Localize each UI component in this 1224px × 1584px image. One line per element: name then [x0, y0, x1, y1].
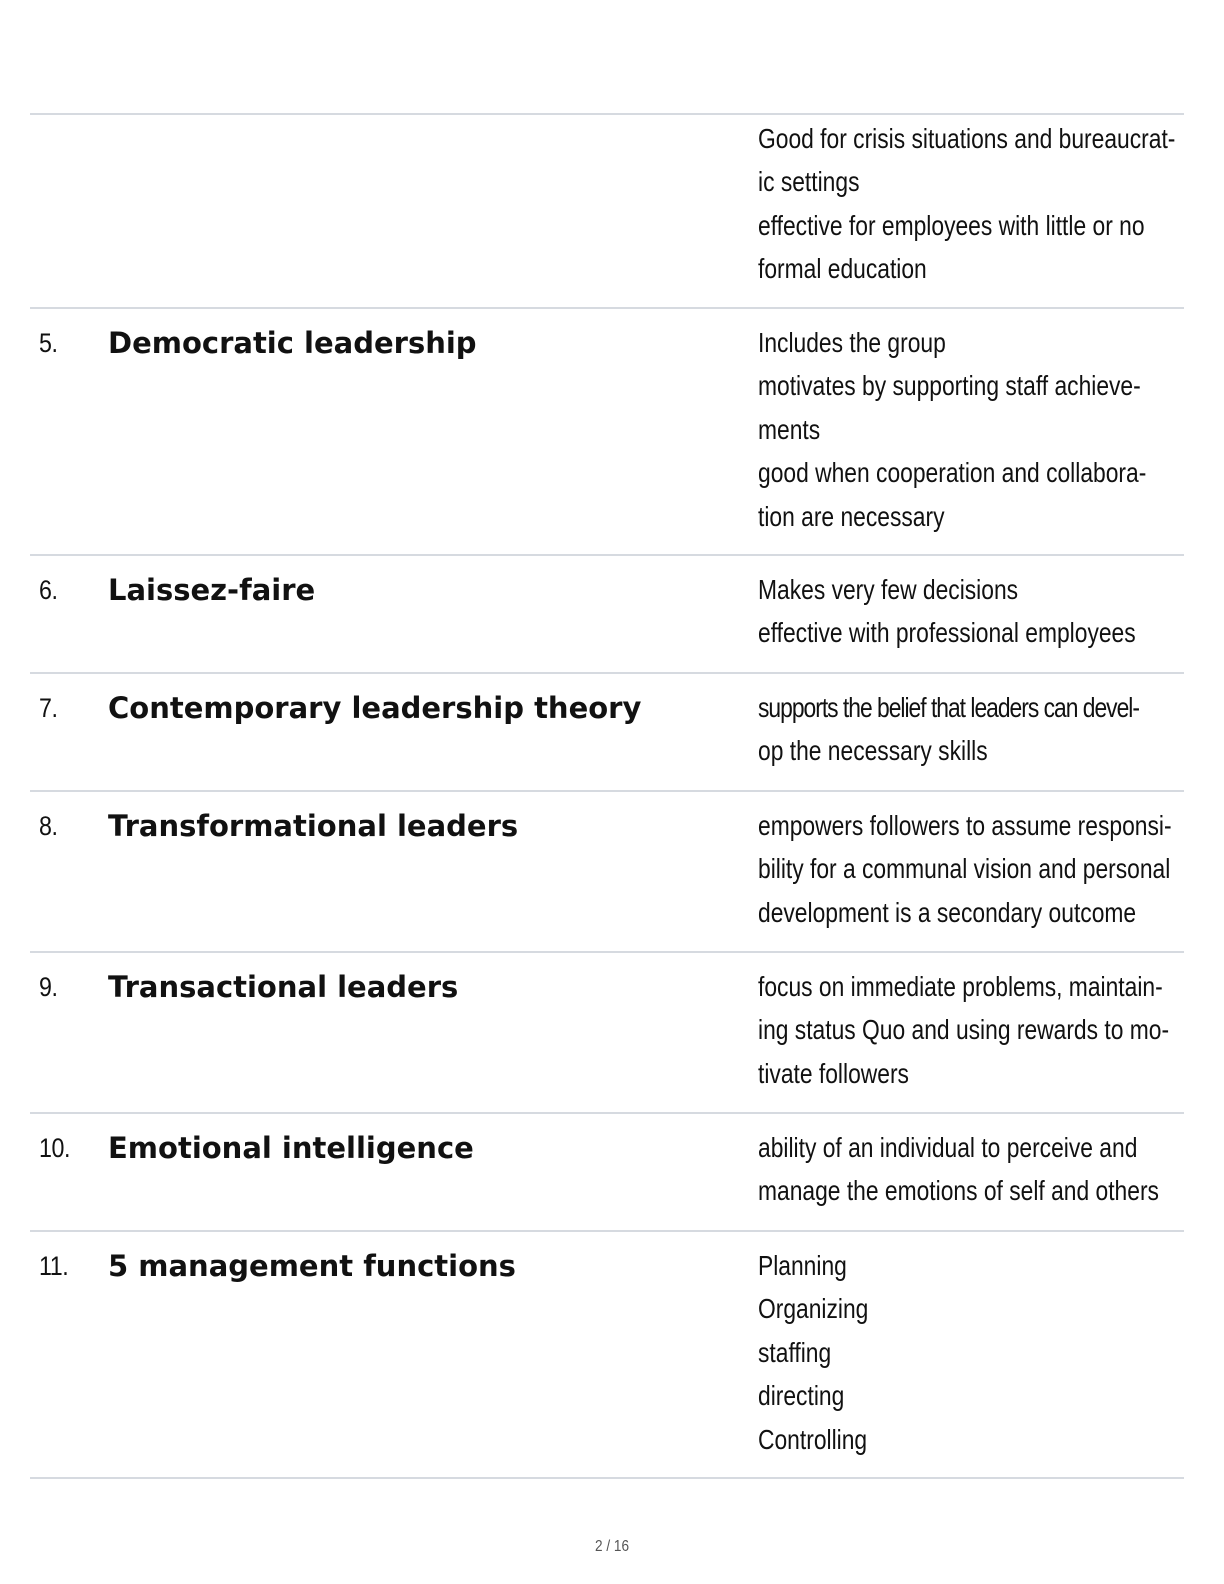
row-divider	[30, 672, 1184, 674]
definition-line: supports the belief that leaders can devel-	[758, 692, 1139, 723]
definition-line: ic settings	[758, 166, 860, 198]
definition-line: development is a secondary outcome	[758, 896, 1137, 928]
row-divider	[30, 113, 1184, 115]
definition-line: formal education	[758, 253, 927, 285]
definition-cell	[758, 804, 1172, 934]
definition-line: empowers followers to assume responsi-	[758, 810, 1172, 841]
definition-line: motivates by supporting staff achieve-	[758, 370, 1141, 402]
definition-line: directing	[758, 1380, 845, 1412]
definition-line: Good for crisis situations and bureaucrat-	[758, 123, 1176, 154]
row-number: 10.	[39, 1133, 71, 1163]
definition-cell	[758, 321, 1165, 538]
definition-line: effective for employees with little or no	[758, 209, 1145, 241]
definition-line: Includes the group	[758, 327, 946, 358]
row-number: 9.	[39, 972, 58, 1002]
definition-cell	[758, 1126, 1165, 1213]
definition-line: tion are necessary	[758, 500, 945, 532]
definition-line: bility for a communal vision and personal	[758, 853, 1171, 885]
definition-line: op the necessary skills	[758, 735, 988, 767]
row-number: 11.	[39, 1251, 69, 1281]
row-divider	[30, 1477, 1184, 1479]
row-divider	[30, 1230, 1184, 1232]
definition-cell	[758, 686, 1165, 773]
row-divider	[30, 790, 1184, 792]
row-number: 6.	[39, 575, 58, 605]
term-heading: Transformational leaders	[108, 809, 519, 843]
definition-line: Organizing	[758, 1293, 869, 1325]
definition-cell	[758, 965, 1170, 1095]
page-indicator: 2 / 16	[594, 1538, 630, 1555]
definition-cell	[758, 568, 1165, 655]
definition-line: Planning	[758, 1250, 847, 1281]
row-divider	[30, 554, 1184, 556]
definition-line: ability of an individual to perceive and	[758, 1132, 1138, 1163]
definition-line: staffing	[758, 1336, 832, 1368]
definition-line: manage the emotions of self and others	[758, 1175, 1159, 1207]
term-heading: Contemporary leadership theory	[108, 691, 642, 725]
definition-line: effective with professional employees	[758, 617, 1136, 649]
term-heading: Democratic leadership	[108, 326, 477, 360]
row-divider	[30, 307, 1184, 309]
definition-line: Makes very few decisions	[758, 574, 1019, 605]
definition-line: ing status Quo and using rewards to mo-	[758, 1014, 1170, 1046]
term-heading: 5 management functions	[108, 1249, 516, 1283]
row-divider	[30, 1112, 1184, 1114]
document-page	[30, 0, 1184, 1584]
definition-line: focus on immediate problems, maintain-	[758, 971, 1163, 1002]
term-heading: Laissez-faire	[108, 573, 316, 607]
definition-cell	[758, 117, 1176, 291]
term-heading: Emotional intelligence	[108, 1131, 474, 1165]
row-number: 7.	[39, 693, 58, 723]
definition-line: ments	[758, 413, 821, 445]
definition-line: good when cooperation and collabora-	[758, 457, 1147, 489]
term-heading: Transactional leaders	[108, 970, 459, 1004]
row-number: 5.	[39, 328, 58, 358]
row-number: 8.	[39, 811, 58, 841]
definition-line: tivate followers	[758, 1057, 909, 1089]
row-divider	[30, 951, 1184, 953]
definition-cell	[758, 1244, 1165, 1461]
definition-line: Controlling	[758, 1423, 868, 1455]
